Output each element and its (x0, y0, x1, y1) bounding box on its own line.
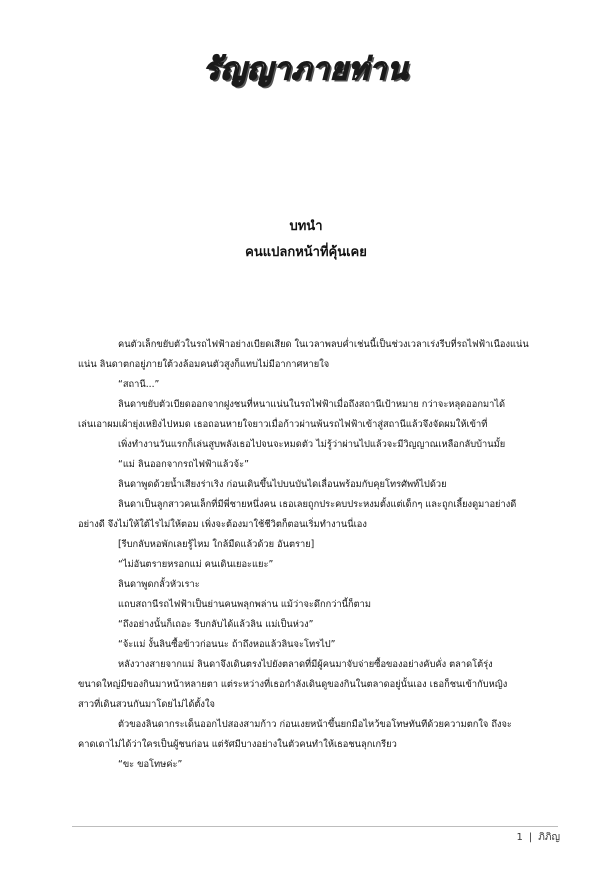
body-line: ลินดาพูดกลั้วหัวเราะ (118, 579, 200, 590)
body-line: “แม่ ลินออกจากรถไฟฟ้าแล้วจ้ะ” (118, 459, 249, 470)
body-line: ลินดาขยับตัวเบียดออกจากฝูงชนที่หนาแน่นในรถไฟฟ้าเมื่อถึงสถานีเป้าหมาย กว่าจะหลุดออกมาได้ (118, 399, 506, 410)
body-line: “ขะ ขอโทษค่ะ” (118, 759, 183, 770)
body-line: “ถึงอย่างนั้นก็เถอะ รีบกลับได้แล้วลิน แม่เป็นห่วง” (118, 619, 314, 630)
body-line: สาวที่เดินสวนกันมาโดยไม่ได้ตั้งใจ (78, 699, 215, 710)
page-number: 1 (516, 832, 523, 843)
chapter-title: บทนำ (289, 219, 323, 234)
body-line: แน่น ลินดาตกอยู่ภายใต้วงล้อมคนตัวสูงก็แทบไม่มีอากาศหายใจ (78, 359, 330, 370)
header-logo-title: รัญญาภายท่าน (203, 52, 409, 87)
footer-divider (72, 826, 558, 827)
body-line: คนตัวเล็กขยับตัวในรถไฟฟ้าอย่างเบียดเสียด ในเวลาพลบค่ำเช่นนี้เป็นช่วงเวลาเร่งรีบที่รถไฟฟ้าเนืองแน่น (118, 339, 529, 350)
author-name: ภิภิญ (538, 832, 560, 843)
body-line: ตัวของลินดากระเด็นออกไปสองสามก้าว ก่อนเงยหน้าขึ้นยกมือไหว้ขอโทษทันทีด้วยความตกใจ ถึงจะ (118, 719, 512, 730)
footer-separator: | (528, 832, 533, 843)
chapter-body (78, 335, 558, 775)
body-line: [รีบกลับหอพักเลยรู้ไหม ใกล้มืดแล้วด้วย อันตราย] (118, 539, 315, 550)
chapter-subtitle: คนแปลกหน้าที่คุ้นเคย (245, 245, 367, 260)
body-line: ลินดาเป็นลูกสาวคนเล็กที่มีพี่ชายหนึ่งคน เธอเลยถูกประคบประหงมตั้งแต่เด็กๆ และถูกเลี้ยงดูมาอย่างดี (118, 499, 517, 510)
body-line: เล่นเอาผมเผ้ายุ่งเหยิงไปหมด เธอถอนหายใจยาวเมื่อก้าวผ่านพ้นรถไฟฟ้าเข้าสู่สถานีแล้วจึงจัดผมให้เข้าที่ (78, 419, 488, 430)
body-line: แถบสถานีรถไฟฟ้าเป็นย่านคนพลุกพล่าน แม้ว่าจะดึกกว่านี้ก็ตาม (118, 599, 372, 610)
body-line: เพิ่งทำงานวันแรกก็เล่นสูบพลังเธอไปจนจะหมดตัว ไม่รู้ว่าผ่านไปแล้วจะมีวิญญาณเหลือกลับบ้านมั้ย (118, 439, 506, 450)
body-line: ลินดาพูดด้วยน้ำเสียงร่าเริง ก่อนเดินขึ้นไปบนบันไดเลื่อนพร้อมกับคุยโทรศัพท์ไปด้วย (118, 479, 447, 490)
body-line: “สถานี...” (118, 379, 160, 390)
body-line: “ไม่อันตรายหรอกแม่ คนเดินเยอะแยะ” (118, 559, 274, 570)
body-line: ขนาดใหญ่มีของกินมาหน้าหลายตา แต่ระหว่างที่เธอกำลังเดินดูของกินในตลาดอยู่นั้นเอง เธอก็ชนเข้ากับหญิง (78, 679, 508, 690)
body-line: “จ้ะแม่ งั้นลินซื้อข้าวก่อนนะ ถ้าถึงหอแล้วลินจะโทรไป” (118, 639, 336, 650)
body-line: หลังวางสายจากแม่ ลินดาจึงเดินตรงไปยังตลาดที่มีผู้คนมาจับจ่ายซื้อของอย่างคับคั่ง ตลาดโต้รุ่ง (118, 659, 493, 670)
page-footer (517, 831, 560, 845)
body-line: คาดเดาไม่ได้ว่าใครเป็นผู้ชนก่อน แต่รัศมีบางอย่างในตัวคนทำให้เธอชนลุกเกรียว (78, 739, 397, 750)
body-line: อย่างดี จึงไม่ให้ใต้ไรไม่ให้ตอม เพิ่งจะต้องมาใช้ชีวิตก็ตอนเริ่มทำงานนี่เอง (78, 519, 367, 530)
